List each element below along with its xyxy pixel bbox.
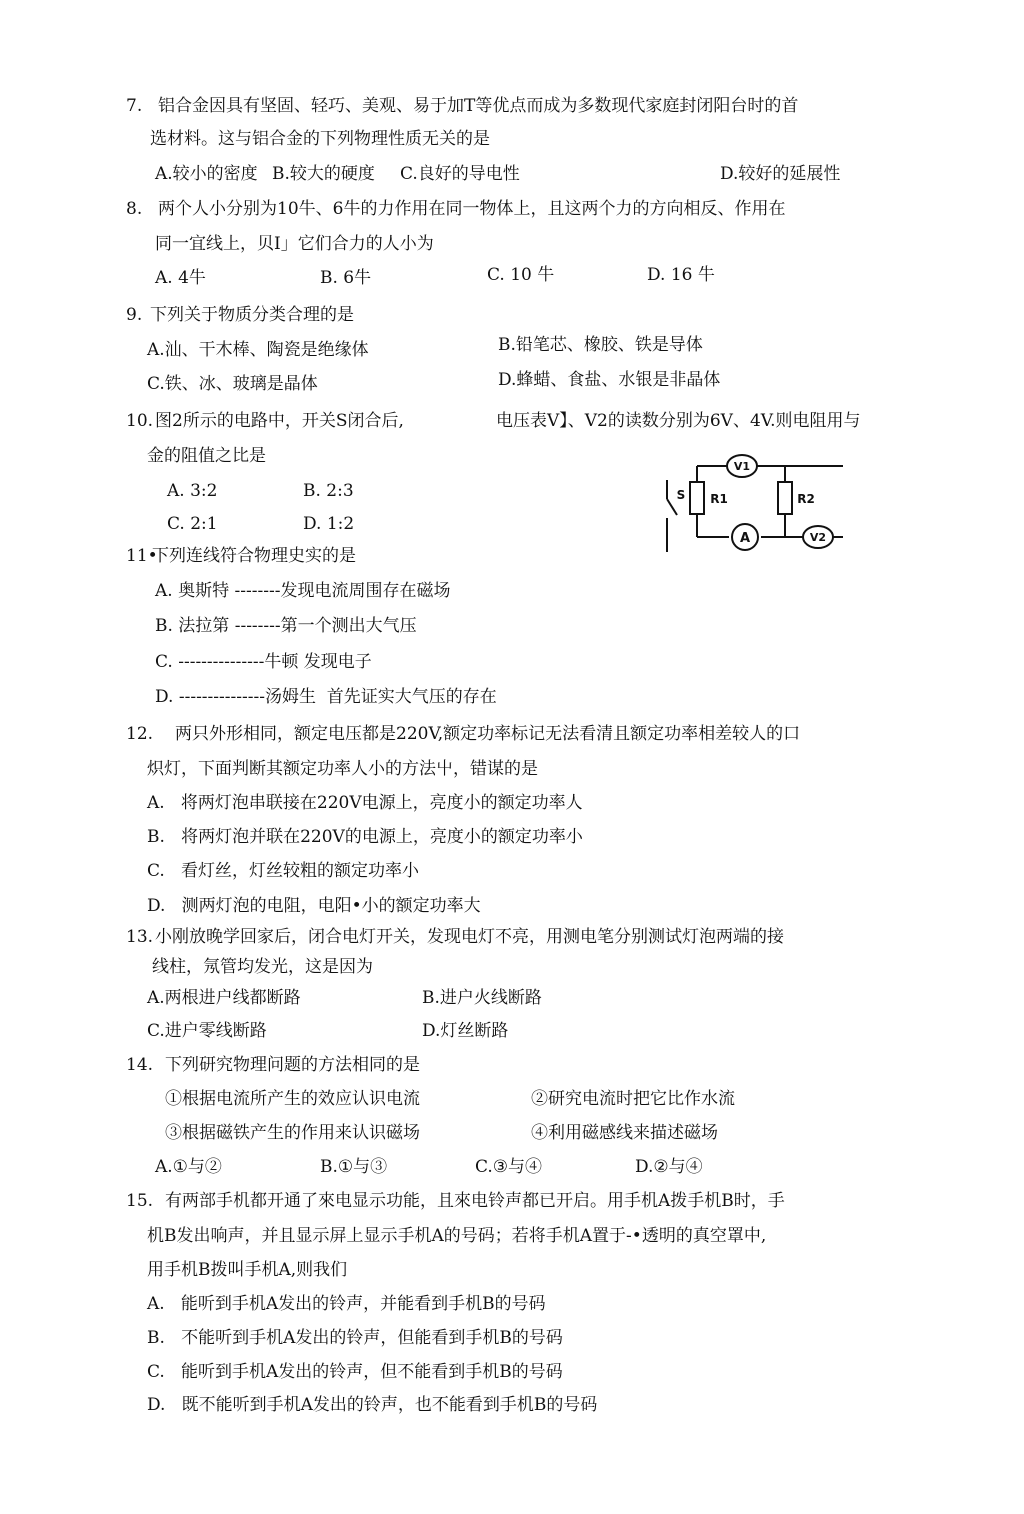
- q12-stem-2: 炽灯，下面判断其额定功率人小的方法屮，错谋的是: [147, 759, 538, 779]
- q15-stem-1: 有两部手机都开通了來电显示功能，且來电铃声都已开启。用手机A拨手机B时，手: [165, 1191, 785, 1211]
- circuit-diagram: [655, 452, 850, 557]
- v1-label: V1: [733, 460, 751, 473]
- q7-option-a: A.较小的密度: [155, 164, 258, 184]
- q14-item-1: ①根据电流所产生的效应认识电流: [165, 1089, 420, 1109]
- q15-stem-3: 用手机B拨叫手机A,则我们: [147, 1260, 348, 1280]
- q13-stem-2: 线柱，氖管均发光，这是因为: [152, 957, 373, 977]
- q11-number: 11•: [126, 546, 158, 566]
- q8-option-b: B. 6牛: [320, 268, 372, 288]
- q7-stem-1: 铝合金因具有坚固、轻巧、美观、易于加T等优点而成为多数现代家庭封闭阳台时的首: [158, 96, 799, 116]
- q13-stem-1: 小刚放晚学回家后，闭合电灯开关，发现电灯不亮，用测电笔分别测试灯泡两端的接: [155, 927, 784, 947]
- q15-option-c: C. 能听到手机A发出的铃声，但不能看到手机B的号码: [147, 1362, 563, 1382]
- q8-stem-2: 同一宜线上，贝I」它们合力的人小为: [155, 234, 434, 254]
- q12-option-c: C. 看灯丝，灯丝较粗的额定功率小: [147, 861, 420, 881]
- q10-option-a: A. 3:2: [167, 481, 218, 501]
- q8-option-d: D. 16 牛: [647, 265, 715, 285]
- resistor-r2: [778, 482, 792, 514]
- q13-option-a: A.两根进户线都断路: [147, 988, 301, 1008]
- q9-option-a: A.汕、干木棒、陶瓷是绝缘体: [147, 340, 369, 360]
- q11-stem: 下列连线符合物理史实的是: [152, 546, 356, 566]
- q8-option-a: A. 4牛: [155, 268, 206, 288]
- q9-option-b: B.铅笔芯、橡胶、铁是导体: [498, 335, 703, 355]
- q10-option-d: D. 1:2: [303, 514, 355, 534]
- q14-item-4: ④利用磁感线来描述磁场: [531, 1123, 718, 1143]
- q11-option-c: C. ---------------牛顿 发现电子: [155, 652, 372, 672]
- q7-stem-2: 选材料。这与铝合金的下列物理性质无关的是: [150, 129, 490, 149]
- q14-option-a: A.①与②: [155, 1157, 222, 1177]
- q15-number: 15.: [126, 1191, 154, 1211]
- q12-number: 12.: [126, 724, 154, 744]
- q9-option-c: C.铁、冰、玻璃是晶体: [147, 374, 318, 394]
- q10-number: 10.: [126, 411, 154, 431]
- resistor-r1: [690, 482, 704, 514]
- q14-stem: 下列研究物理问题的方法相同的是: [165, 1055, 420, 1075]
- q9-number: 9.: [126, 305, 143, 325]
- q13-option-b: B.进户火线断路: [422, 988, 542, 1008]
- q7-option-d: D.较好的延展性: [720, 164, 841, 184]
- q11-option-a: A. 奥斯特 --------发现电流周围存在磁场: [155, 581, 451, 601]
- q14-item-3: ③根据磁铁产生的作用来认识磁场: [165, 1123, 420, 1143]
- q14-option-c: C.③与④: [475, 1157, 543, 1177]
- q13-option-d: D.灯丝断路: [422, 1021, 509, 1041]
- q7-option-c: C.良好的导电性: [400, 164, 520, 184]
- r1-label: R1: [710, 492, 728, 506]
- q12-option-b: B. 将两灯泡并联在220V的电源上，亮度小的额定功率小: [147, 827, 583, 847]
- q10-stem-1: 图2所示的电路中，开关S闭合后,: [155, 411, 404, 431]
- q10-stem-2: 电压表V】、V2的读数分别为6V、4V.则电阻用与: [496, 411, 861, 431]
- q15-option-a: A. 能听到手机A发出的铃声，并能看到手机B的号码: [147, 1294, 546, 1314]
- v2-label: V2: [809, 531, 827, 544]
- q10-option-b: B. 2:3: [303, 481, 354, 501]
- q11-option-d: D. ---------------汤姆生 首先证实大气压的存在: [155, 687, 497, 707]
- q10-stem-3: 金的阻值之比是: [147, 446, 266, 466]
- q14-option-d: D.②与④: [635, 1157, 703, 1177]
- q14-number: 14.: [126, 1055, 154, 1075]
- q8-option-c: C. 10 牛: [487, 265, 555, 285]
- q13-option-c: C.进户零线断路: [147, 1021, 267, 1041]
- q10-option-c: C. 2:1: [167, 514, 218, 534]
- r2-label: R2: [797, 492, 815, 506]
- q9-stem: 下列关于物质分类合理的是: [150, 305, 354, 325]
- q15-option-d: D. 既不能听到手机A发出的铃声，也不能看到手机B的号码: [147, 1395, 598, 1415]
- q8-stem-1: 两个人小分别为10牛、6牛的力作用在同一物体上，且这两个力的方向相反、作用在: [158, 199, 786, 219]
- q12-option-d: D. 测两灯泡的电阻，电阳•小的额定功率大: [147, 896, 481, 916]
- q14-option-b: B.①与③: [320, 1157, 388, 1177]
- q15-option-b: B. 不能听到手机A发出的铃声，但能看到手机B的号码: [147, 1328, 563, 1348]
- q7-option-b: B.较大的硬度: [272, 164, 375, 184]
- switch-label: S: [676, 488, 686, 502]
- ammeter-label: A: [739, 531, 751, 546]
- q15-stem-2: 机B发出响声，并且显示屏上显示手机A的号码；若将手机A置于-•透明的真空罩中,: [147, 1226, 767, 1246]
- q7-number: 7.: [126, 96, 143, 116]
- q12-option-a: A. 将两灯泡串联接在220V电源上，亮度小的额定功率人: [147, 793, 583, 813]
- q11-option-b: B. 法拉第 --------第一个测出大气压: [155, 616, 417, 636]
- q9-option-d: D.蜂蜡、食盐、水银是非晶体: [498, 370, 721, 390]
- q14-item-2: ②研究电流时把它比作水流: [531, 1089, 735, 1109]
- q12-stem-1: 两只外形相同，额定电压都是220V,额定功率标记无法看清且额定功率相差较人的口: [175, 724, 801, 744]
- q13-number: 13.: [126, 927, 154, 947]
- q8-number: 8.: [126, 199, 143, 219]
